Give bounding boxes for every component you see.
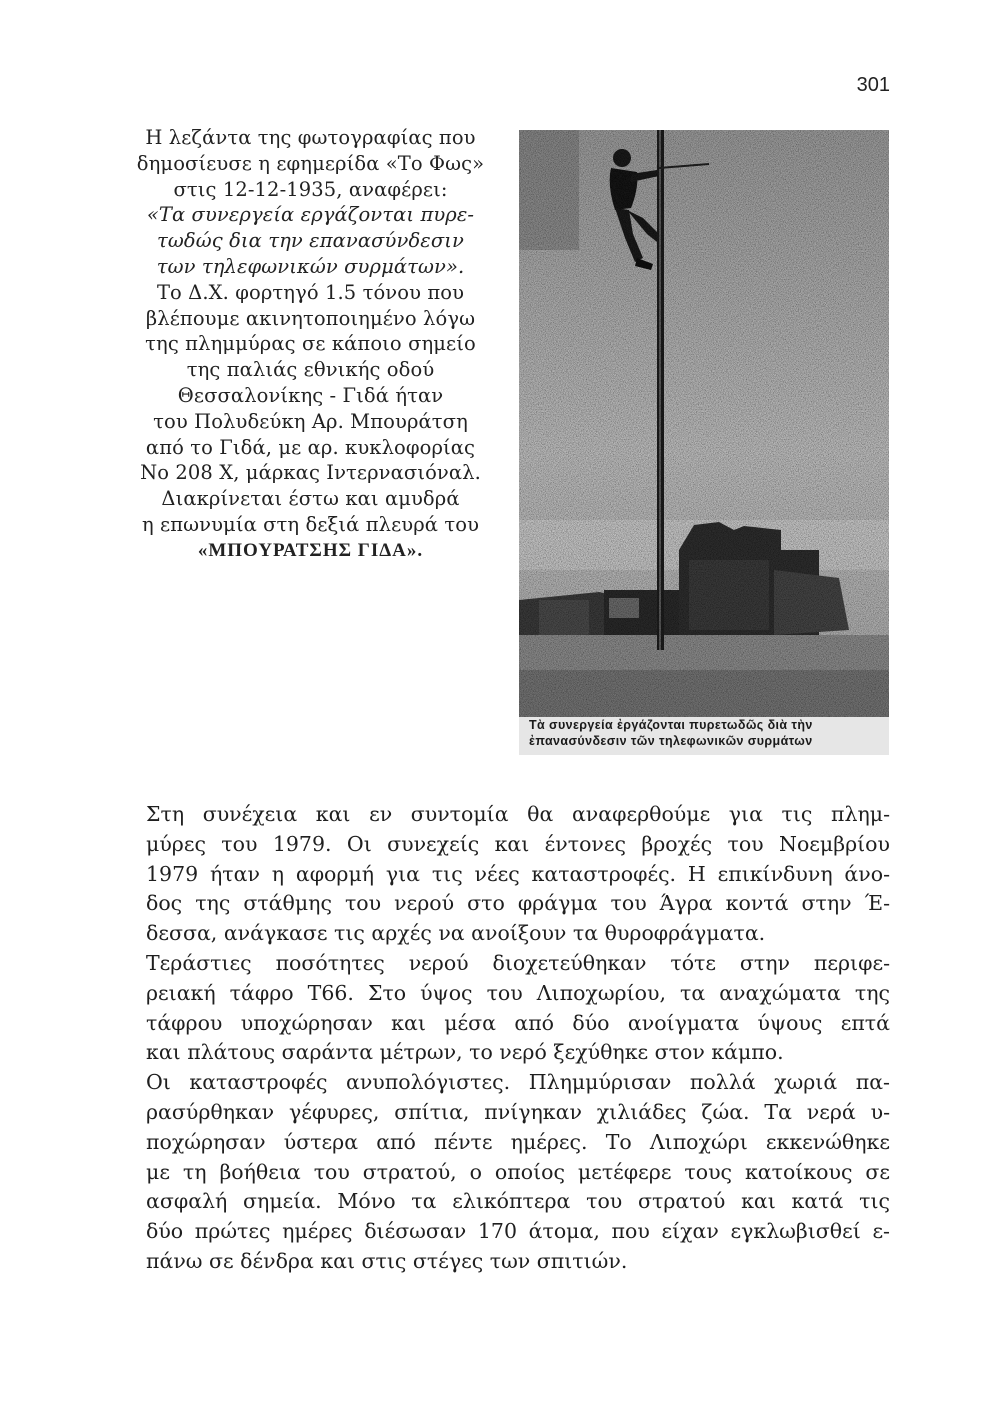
caption-quote-line: τωδώς δια την επανασύνδεσιν [157, 229, 464, 253]
photo-caption [519, 717, 889, 755]
text-line: ποχώρησαν ύστερα από πέντε ημέρες. Το Λιποχώρι εκκενώθηκε [146, 1129, 890, 1154]
text-line: ρειακή τάφρο Τ66. Στο ύψος του Λιποχωρίου, τα αναχώματα της [146, 980, 890, 1005]
caption-line: της πλημμύρας σε κάποιο σημείο [145, 332, 476, 356]
text-line: δος της στάθμης του νερού στο φράγμα του Άγρα κοντά στην Έ- [146, 891, 890, 916]
caption-line: βλέπουμε ακινητοποιημένο λόγω [145, 306, 476, 330]
page-number: 301 [856, 74, 890, 96]
text-line: μύρες του 1979. Οι συνεχείς και έντονες βροχές του Νοεμβρίου [146, 831, 890, 856]
text-line: δεσσα, ανάγκασε τις αρχές να ανοίξουν τα θυροφράγματα. [146, 921, 766, 946]
text-line: πάνω σε δένδρα και στις στέγες των σπιτιών. [146, 1248, 628, 1273]
text-line: ασφαλή σημεία. Μόνο τα ελικόπτερα του στρατού και κατά τις [146, 1189, 890, 1214]
caption-line: Θεσσαλονίκης - Γιδά ήταν [177, 383, 444, 407]
photo-image [519, 130, 889, 717]
text-line: ρασύρθηκαν γέφυρες, σπίτια, πνίγηκαν χιλιάδες ζώα. Τα νερά υ- [146, 1099, 890, 1124]
photo-description [108, 125, 513, 564]
caption-line: Διακρίνεται έστω και αμυδρά [161, 487, 460, 511]
caption-line: δημοσίευσε η εφημερίδα «Το Φως» [136, 151, 485, 175]
photo-caption-line: ἐπανασύνδεσιν τῶν τηλεφωνικῶν συρμάτων [529, 734, 813, 748]
text-line: Τεράστιες ποσότητες νερού διοχετεύθηκαν τότε στην περιφε- [146, 950, 890, 975]
caption-line: στις 12-12-1935, αναφέρει: [173, 177, 448, 201]
text-line: με τη βοήθεια του στρατού, ο οποίος μετέφερε τους κατοίκους σε [146, 1159, 890, 1184]
text-line: και πλάτους σαράντα μέτρων, το νερό ξεχύθηκε στον κάμπο. [146, 1040, 784, 1065]
paragraph [146, 1068, 890, 1277]
paragraph [146, 949, 890, 1068]
caption-line: της παλιάς εθνικής οδού [186, 358, 435, 382]
text-line: δύο πρώτες ημέρες διέσωσαν 170 άτομα, που είχαν εγκλωβισθεί ε- [146, 1219, 890, 1244]
caption-brand-line: «ΜΠΟΥΡΑΤΣΗΣ ΓΙΔΑ». [197, 539, 424, 561]
text-line: τάφρου υποχώρησαν και μέσα από δύο ανοίγματα ύψους επτά [146, 1010, 890, 1035]
body-text [146, 800, 890, 1277]
text-line: Οι καταστροφές ανυπολόγιστες. Πλημμύρισαν πολλά χωριά πα- [146, 1070, 890, 1095]
newspaper-photo [519, 130, 889, 755]
caption-quote-line: των τηλεφωνικών συρμάτων». [156, 254, 465, 278]
paragraph [146, 800, 890, 949]
caption-line: Νο 208 Χ, μάρκας Ιντερνασιόναλ. [140, 461, 481, 485]
caption-line: από το Γιδά, με αρ. κυκλοφορίας [145, 435, 476, 459]
caption-line: Το Δ.Χ. φορτηγό 1.5 τόνου που [156, 280, 465, 304]
text-line: 1979 ήταν η αφορμή για τις νέες καταστροφές. Η επικίνδυνη άνο- [146, 861, 890, 886]
caption-line: του Πολυδεύκη Αρ. Μπουράτση [153, 409, 468, 433]
photo-caption-line: Τὰ συνεργεία ἐργάζονται πυρετωδῶς διὰ τὴν [529, 718, 813, 732]
caption-quote-line: «Τα συνεργεία εργάζονται πυρε- [146, 203, 475, 227]
text-line: Στη συνέχεια και εν συντομία θα αναφερθούμε για τις πλημ- [146, 802, 890, 826]
caption-line: η επωνυμία στη δεξιά πλευρά του [141, 512, 480, 536]
caption-line: Η λεζάντα της φωτογραφίας που [145, 126, 476, 149]
